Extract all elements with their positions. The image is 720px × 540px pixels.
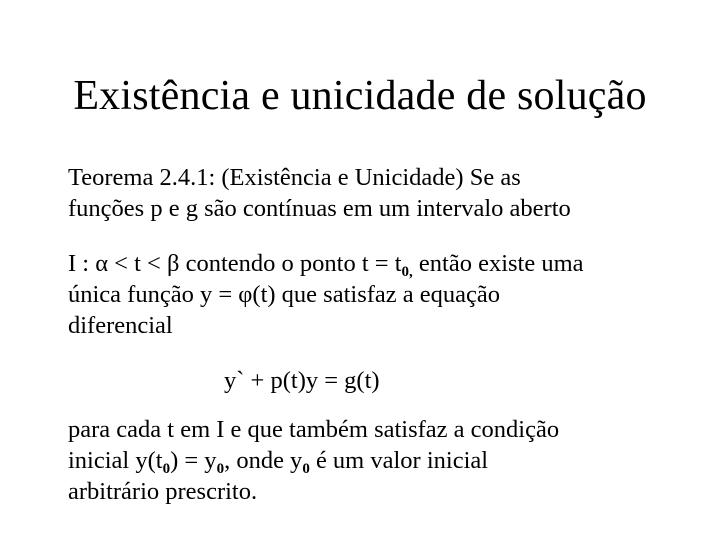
condition-subscript-2: 0 [216, 461, 225, 477]
condition-line-3: arbitrário prescrito. [68, 478, 258, 505]
interval-line-1-text-a: I : α < t < β contendo o ponto t = t [68, 250, 402, 277]
condition-subscript-1: 0 [162, 461, 171, 477]
condition-text-c: , onde y [224, 447, 303, 474]
interval-line-1-text-b: então existe uma [412, 250, 584, 277]
theorem-statement [68, 162, 571, 224]
condition-subscript-3: 0 [302, 461, 310, 477]
condition-line-1: para cada t em I e que também satisfaz a condição [68, 416, 560, 443]
theorem-line-2: funções p e g são contínuas em um intervalo aberto [68, 195, 571, 222]
interval-line-2: única função y = φ(t) que satisfaz a equação [68, 281, 501, 308]
condition-text-d: é um valor inicial [309, 447, 489, 474]
interval-statement [68, 248, 584, 341]
condition-line-2 [68, 445, 559, 476]
interval-subscript: 0, [401, 264, 413, 280]
condition-text-b: ) = y [170, 447, 217, 474]
interval-line-1 [68, 248, 584, 279]
condition-text-a: inicial y(t [68, 447, 163, 474]
differential-equation: y` + p(t)y = g(t) [224, 367, 380, 394]
theorem-line-1: Teorema 2.4.1: (Existência e Unicidade) Se as [68, 164, 521, 191]
interval-line-3: diferencial [68, 312, 173, 339]
slide-title: Existência e unicidade de solução [73, 73, 647, 119]
initial-condition-statement [68, 414, 559, 507]
